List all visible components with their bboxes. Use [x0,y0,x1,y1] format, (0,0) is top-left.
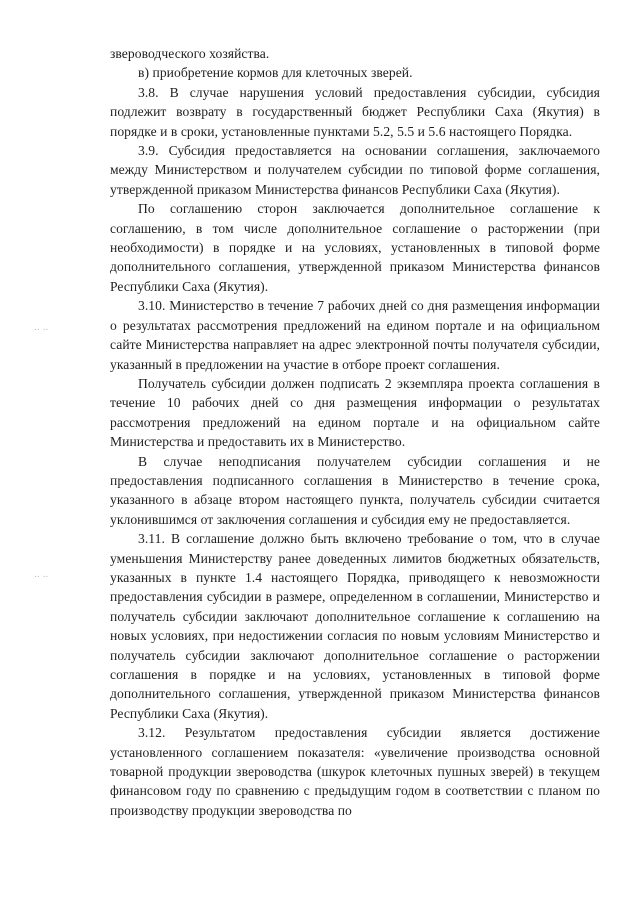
document-body [110,44,600,820]
paragraph: 3.9. Субсидия предоставляется на основании соглашения, заключаемого между Министерством и получателем субсидии по типовой форме соглашения, утвержденной приказом Министерства финансов Республики Саха (Якутия). [110,143,600,197]
paragraph: Получатель субсидии должен подписать 2 экземпляра проекта соглашения в течение 10 рабочих дней со дня размещения информации о результатах рассмотрения предложений на едином портале и на официальном сайте Министерства и предоставить их в Министерство. [110,375,600,450]
paragraph: 3.12. Результатом предоставления субсидии является достижение установленного соглашением показателя: «увеличение производства основной товарной продукции звероводства (шкурок клеточных пушных зверей) в текущем финансовом году по сравнению с предыдущим годом в соответствии с планом по производству продукции звероводства по [110,725,600,818]
paragraph: 3.8. В случае нарушения условий предоставления субсидии, субсидия подлежит возврату в государственный бюджет Республики Саха (Якутия) в порядке и в сроки, установленные пунктами 5.2, 5.5 и 5.6 настоящего Порядка. [110,84,600,139]
paragraph: в) приобретение кормов для клеточных зверей. [138,65,413,81]
paragraph: 3.11. В соглашение должно быть включено требование о том, что в случае уменьшения Министерству ранее доведенных лимитов бюджетных обязательств, указанных в пункте 1.4 настоящего Порядка, приводящего к невозможности предоставления субсидии в размере, определенном в соглашении, Министерство и получатель субсидии заключают дополнительное соглашение к соглашению на новых условиях, при недостижении согласия по новым условиям Министерство и получатель субсидии заключают дополнительное соглашение о расторжении соглашения в порядке и на условиях, установленных в типовой форме дополнительного соглашения, утвержденной приказом Министерства финансов Республики Саха (Якутия). [110,531,600,721]
paragraph: В случае неподписания получателем субсидии соглашения и не предоставления подписанного соглашения в Министерство в течение срока, указанного в абзаце втором настоящего пункта, получатель субсидии считается уклонившимся от заключения соглашения и субсидия ему не предоставляется. [110,453,600,527]
paragraph: По соглашению сторон заключается дополнительное соглашение к соглашению, в том числе дополнительное соглашение о расторжении (при необходимости) в порядке и на условиях, установленных в типовой форме дополнительного соглашения, утвержденной приказом Министерства финансов Республики Саха (Якутия). [110,201,600,294]
margin-mark: .. .. [34,570,49,580]
paragraph: 3.10. Министерство в течение 7 рабочих дней со дня размещения информации о результатах рассмотрения предложений на едином портале и на официальном сайте Министерства направляет на адрес электронной почты получателя субсидии, указанный в предложении на участие в отборе проект соглашения. [110,298,600,372]
paragraph: звероводческого хозяйства. [110,46,270,61]
margin-mark: .. .. [34,323,49,333]
